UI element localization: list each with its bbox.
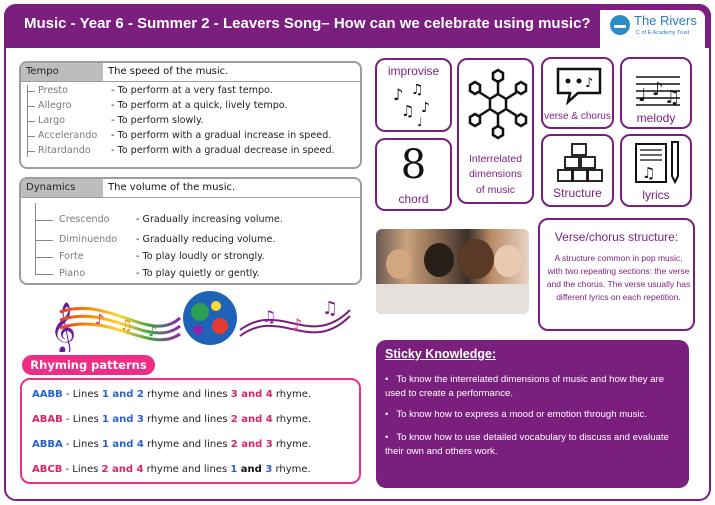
dynamics-def: - Gradually reducing volume.: [136, 234, 276, 245]
rhyme-line-number: 2: [136, 389, 144, 400]
rhyme-text: - Lines: [62, 464, 102, 475]
rhyming-patterns-label: Rhyming patterns: [22, 355, 155, 375]
rhyme-row: [32, 389, 311, 400]
rhyme-text: rhyme.: [272, 439, 312, 450]
svg-text:♫: ♫: [401, 102, 415, 120]
dynamics-def: - To play quietly or gently.: [136, 268, 260, 279]
rhyme-text: - Lines: [62, 414, 102, 425]
rhyme-line-number: 3: [265, 439, 273, 450]
svg-text:♫: ♫: [411, 82, 424, 98]
rhyme-text: and: [108, 389, 137, 400]
rhyme-pattern: AABB: [32, 389, 63, 400]
tile-label: Interrelated: [468, 153, 523, 165]
svg-text:♫: ♫: [664, 87, 681, 108]
rhyme-text: rhyme and lines: [143, 464, 231, 475]
tile-improvise: [375, 58, 452, 132]
svg-text:♪: ♪: [393, 85, 404, 104]
rhyming-patterns-box: [20, 378, 361, 484]
tile-label: melody: [636, 111, 676, 125]
tile-structure: [541, 134, 614, 207]
svg-text:♩: ♩: [417, 115, 423, 128]
rhyme-text: and: [237, 389, 266, 400]
sticky-item: [385, 373, 683, 401]
sticky-item-text: To know the interrelated dimensions of music and how they are used to create a performance.: [385, 374, 665, 399]
rhyme-text: rhyme and lines: [143, 439, 231, 450]
rhyme-text: and: [237, 439, 266, 450]
tile-label: Structure: [553, 186, 602, 200]
sticky-item: [385, 408, 683, 422]
logo-name: The Rivers: [634, 13, 697, 28]
rhyme-text: and: [237, 414, 266, 425]
bullet-icon: •: [385, 374, 397, 385]
tile-verse-chorus: [541, 57, 614, 129]
svg-text:♪: ♪: [292, 315, 303, 334]
lyrics-sheet-icon: [634, 140, 684, 186]
svg-text:♪: ♪: [585, 76, 594, 91]
rhyme-text: and: [108, 464, 137, 475]
tempo-description: The speed of the music.: [108, 66, 229, 77]
tile-chord: [375, 138, 452, 211]
tile-label: improvise: [387, 64, 440, 78]
rhyme-line-number: 4: [136, 464, 144, 475]
rhyme-text: rhyme.: [272, 414, 312, 425]
rhyme-row: [32, 414, 311, 425]
chord-8-icon: 8: [400, 142, 427, 188]
svg-text:♩: ♩: [638, 85, 647, 106]
tempo-term: Largo: [38, 115, 65, 126]
dynamics-def: - Gradually increasing volume.: [136, 214, 283, 225]
svg-text:𝄞: 𝄞: [50, 302, 77, 352]
svg-text:♪: ♪: [421, 100, 430, 116]
svg-text:♫: ♫: [322, 298, 339, 319]
logo-subtitle: C of E Academy Trust: [636, 30, 690, 36]
rhyme-line-number: 4: [265, 389, 273, 400]
rhyme-text: rhyme and lines: [143, 389, 231, 400]
globe-icon: [183, 291, 237, 345]
dynamics-card: [19, 177, 362, 285]
tile-label: dimensions: [468, 168, 523, 180]
rhyme-line-number: 3: [230, 389, 238, 400]
verse-chorus-title: Verse/chorus structure:: [554, 230, 679, 244]
tempo-def: - To perform with a gradual decrease in speed.: [111, 145, 335, 156]
tempo-term: Ritardando: [38, 145, 91, 156]
tempo-def: - To perform at a very fast tempo.: [111, 85, 273, 96]
rhyme-text: - Lines: [62, 389, 102, 400]
rhyme-line-number: 4: [265, 414, 273, 425]
page-title: Music - Year 6 - Summer 2 - Leavers Song– How can we celebrate using music?: [24, 15, 591, 32]
tree-line: [35, 203, 36, 275]
svg-text:♪: ♪: [95, 312, 104, 328]
bullet-icon: •: [385, 409, 397, 420]
tile-label: chord: [398, 192, 429, 206]
children-singing-photo: [376, 229, 529, 314]
speech-bubble-notes-icon: [554, 65, 604, 105]
sticky-knowledge-box: [376, 340, 689, 488]
tempo-def: - To perform at a quick, lively tempo.: [111, 100, 288, 111]
dynamics-description: The volume of the music.: [108, 182, 236, 193]
rhyme-text: and: [237, 464, 266, 475]
svg-text:♫: ♫: [120, 318, 133, 334]
tile-interrelated: [457, 58, 534, 204]
network-icon: [467, 68, 529, 140]
rhyme-text: rhyme.: [272, 389, 312, 400]
rhyme-line-number: 2: [101, 464, 109, 475]
rhyme-pattern: ABBA: [32, 439, 63, 450]
tempo-term: Accelerando: [38, 130, 98, 141]
svg-text:♪: ♪: [148, 324, 157, 340]
rhyme-line-number: 1: [101, 389, 109, 400]
svg-text:♪: ♪: [652, 79, 664, 100]
tile-melody: [620, 57, 692, 129]
tile-label: lyrics: [642, 188, 670, 202]
tile-label: of music: [475, 184, 516, 196]
dynamics-label: Dynamics: [26, 182, 76, 193]
rhyme-pattern: ABCB: [32, 464, 63, 475]
tempo-card: [19, 61, 362, 169]
rhyme-text: - Lines: [62, 439, 102, 450]
rhyme-row: [32, 439, 311, 450]
verse-chorus-text: A structure common in pop music, with two repeating sections: the verse and the chorus. The verse usually has different lyrics on each repetition.: [546, 253, 691, 302]
dynamics-term: Crescendo: [59, 214, 110, 225]
music-notes-icon: [391, 80, 441, 128]
rhyme-text: rhyme and lines: [143, 414, 231, 425]
dynamics-term: Forte: [59, 251, 84, 262]
rhyme-line-number: 2: [230, 414, 238, 425]
logo-wave-icon: [610, 15, 630, 35]
rhyme-text: and: [108, 439, 137, 450]
dynamics-def: - To play loudly or strongly.: [136, 251, 265, 262]
svg-text:♫: ♫: [262, 307, 277, 326]
tile-label: verse & chorus: [544, 111, 611, 122]
dynamics-term: Piano: [59, 268, 86, 279]
rhyme-text: and: [108, 414, 137, 425]
sticky-item-text: To know how to express a mood or emotion through music.: [396, 409, 647, 420]
structure-blocks-icon: [557, 142, 603, 184]
sticky-item: [385, 431, 683, 459]
verse-chorus-structure-box: [538, 218, 695, 331]
rhyme-line-number: 3: [136, 414, 144, 425]
rhyme-line-number: 3: [265, 464, 273, 475]
rhyme-line-number: 1: [101, 414, 109, 425]
tile-lyrics: [620, 134, 692, 207]
bullet-icon: •: [385, 432, 397, 443]
rhyme-line-number: 1: [101, 439, 109, 450]
tempo-label: Tempo: [26, 66, 59, 77]
dynamics-term: Diminuendo: [59, 234, 118, 245]
tempo-def: - To perform with a gradual increase in speed.: [111, 130, 332, 141]
sticky-item-text: To know how to use detailed vocabulary to discuss and evaluate their own and others work.: [385, 432, 669, 457]
rhyme-line-number: 2: [230, 439, 238, 450]
tempo-term: Allegro: [38, 100, 72, 111]
rhyme-line-number: 4: [136, 439, 144, 450]
rhyme-pattern: ABAB: [32, 414, 63, 425]
svg-text:♫: ♫: [642, 164, 656, 182]
staff-notes-icon: [634, 69, 682, 109]
rhyme-text: rhyme.: [272, 464, 311, 475]
music-banner: [30, 290, 360, 352]
tempo-def: - To perform slowly.: [111, 115, 204, 126]
sticky-title: Sticky Knowledge:: [385, 347, 497, 361]
rhyme-row: [32, 464, 311, 475]
tempo-term: Presto: [38, 85, 68, 96]
rhyme-line-number: 1: [230, 464, 238, 475]
